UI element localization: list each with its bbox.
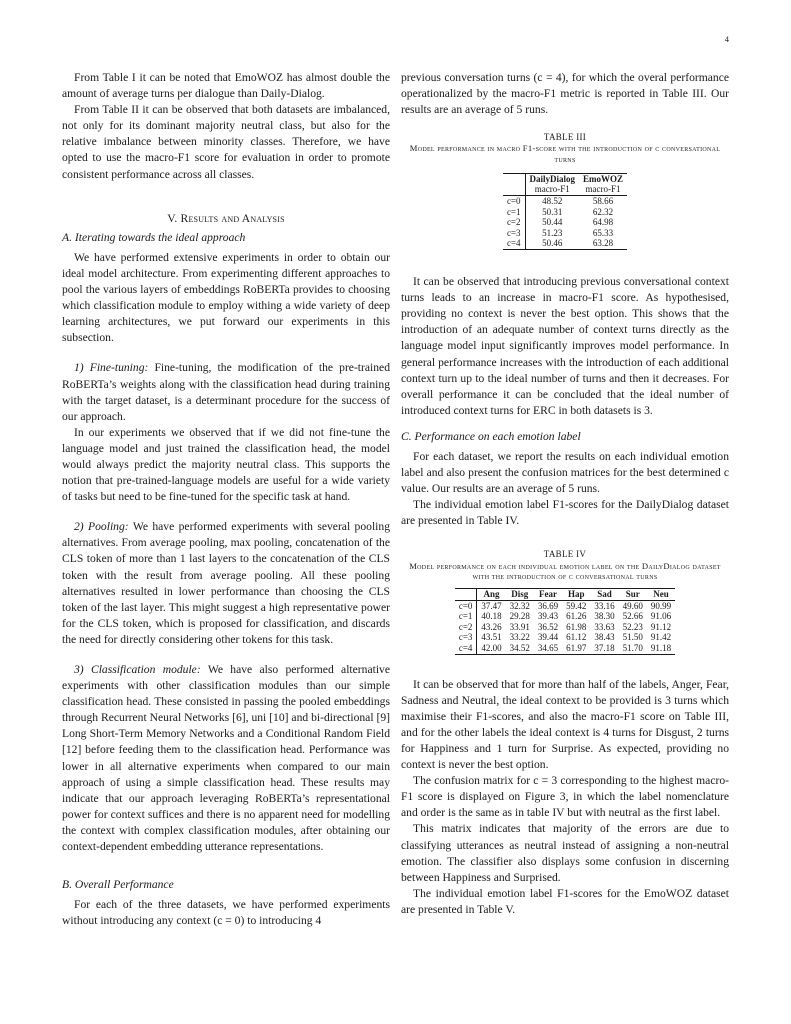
paragraph [62, 360, 390, 424]
paragraph-body: We have performed experiments with several pooling alternatives. From average pooling, max pooling, concatenation of the CLS token of more than 1 last layers to the concatenation of the CLS token with the result from average pooling. All these pooling alternatives resulted in lower performance than choosing the CLS token of the last layer. This might suggest a high representative power for the CLS token, which is proposed for classification, and discards the need for directly considering other tokens for this task. [62, 520, 390, 646]
table-cell: 42.00 [477, 643, 506, 654]
table-caption [401, 549, 729, 581]
table-cell: 91.12 [650, 621, 672, 632]
table-cell: 33.91 [509, 621, 530, 632]
subsection-heading: A. Iterating towards the ideal approach [62, 230, 246, 244]
table-cell: 51.50 [622, 632, 643, 643]
column-header: Fear [534, 589, 562, 601]
table-cell: c=2 [506, 217, 521, 228]
section-heading: V. Results and Analysis [167, 211, 285, 225]
table-row [455, 632, 675, 643]
column-subheader: macro-F1 [525, 184, 579, 195]
column-header: Disg [506, 589, 534, 601]
table-row [503, 196, 627, 207]
table-cell: 50.31 [525, 207, 579, 218]
column-header: EmoWOZ [579, 173, 627, 184]
table-row [503, 217, 627, 228]
table-row [455, 611, 675, 622]
table-cell: c=4 [455, 643, 477, 654]
table-cell: 51.23 [525, 228, 579, 239]
table-row [455, 643, 675, 654]
paragraph: It can be observed that for more than half of the labels, Anger, Fear, Sadness and Neutral, the ideal context to be provided is 3 turns which maximise their F1-scores, and also the macro-F1 score on Table III, and for the other labels the ideal context is 4 turns for Disgust, 2 turns for Happiness and 1 turn for Surprise. As expected, providing no context is never the best option. [401, 677, 729, 772]
table-cell: 33.16 [594, 600, 615, 611]
paragraph-body: We have also performed alternative experiments with other classification modules than our simple classification head. These consisted in passing the pooled embeddings through Recurrent Neural Networks [6], uni [10] and bi-directional [9] Long Short-Term Memory Networks and a Conditional Random Field [12] before feeding them to the classification head. Performance was lower in all alternative experiments when compared to our main approach of using a simple classification head. These results may indicate that our approach leveraging RoBERTa’s representational power for context suffices and there is no apparent need for modelling the context with complex classification modules, after obtaining our context-dependent embedding utterance representations. [62, 663, 390, 854]
table-cell: 37.47 [477, 600, 506, 611]
table-row [503, 228, 627, 239]
table-cell: 37.18 [590, 643, 618, 654]
table-cell: 61.12 [566, 632, 587, 643]
table-cell: 34.65 [534, 643, 562, 654]
table-label: TABLE III [543, 132, 587, 143]
table-row [503, 207, 627, 218]
results-table-iii [503, 173, 627, 250]
paragraph: We have performed extensive experiments in order to obtain our ideal model architecture. From experimenting different approaches to pool the various layers of embeddings RoBERTa provides to choosing which classification module to employ withing a wide variety of deep learning architectures, we put forward our experiments in this subsection. [62, 250, 390, 345]
table-cell: 34.52 [506, 643, 534, 654]
table-cell: 91.42 [650, 632, 672, 643]
table-cell: 91.18 [647, 643, 675, 654]
table-cell: 61.97 [562, 643, 590, 654]
paragraph: For each dataset, we report the results on each individual emotion label and also present the confusion matrices for the best determined c value. Our results are an average of 5 runs. [401, 449, 729, 496]
table-cell: 59.42 [566, 600, 587, 611]
table-label: TABLE IV [543, 549, 587, 560]
table-cell: 62.32 [592, 206, 614, 217]
table-cell: 50.44 [525, 217, 579, 228]
column-header: Sur [619, 589, 647, 601]
results-table-iv [455, 588, 675, 655]
table-cell: 58.66 [592, 196, 614, 207]
column-header: Neu [647, 589, 675, 601]
table-cell: c=0 [506, 196, 521, 207]
column-header: Ang [477, 589, 506, 601]
paragraph: This matrix indicates that majority of the errors are due to classifying utterances as neutral instead of assigning a non-neutral emotion. The classifier also displays some confusion in discerning between Happiness and Surprised. [401, 822, 729, 884]
table-caption-text: Model performance in macro F1-score with the introduction of c conversational turns [409, 143, 721, 164]
paragraph: previous conversation turns (c = 4), for which the overal performance operationalized by the macro-F1 metric is reported in Table III. Our results are an average of 5 runs. [401, 71, 729, 117]
table-cell: c=3 [506, 227, 521, 238]
paragraph: The individual emotion label F1-scores for the DailyDialog dataset are presented in Table IV. [401, 498, 729, 528]
table-cell: 51.70 [619, 643, 647, 654]
table-cell: 38.43 [594, 632, 615, 643]
column-header: Sad [590, 589, 618, 601]
right-column [401, 70, 729, 918]
table-caption [401, 132, 729, 164]
table-cell: 32.32 [509, 600, 530, 611]
paragraph: It can be observed that introducing previous conversational context turns leads to an increase in macro-F1 score. As hypothesised, providing no context is never the best option. This shows that the introduction of an adequate number of context turns directly as the language model input significantly improves model performance. In general performance increases with the introduction of each additional context turn up to the ideal number of turns and then it decreases. For overall performance it can be concluded that the ideal number of introduced context turns for ERC in both datasets is 3. [401, 275, 729, 417]
table-cell: 52.23 [622, 621, 643, 632]
column-subheader: macro-F1 [579, 184, 627, 195]
run-in-heading: 1) Fine-tuning: [74, 361, 149, 375]
table-cell: c=3 [458, 632, 473, 643]
table-cell: 36.69 [537, 600, 559, 611]
column-header: Hap [562, 589, 590, 601]
run-in-heading: 3) Classification module: [74, 663, 201, 676]
table-row [503, 238, 627, 249]
table-cell: 36.52 [537, 621, 559, 632]
table-cell: 43.26 [477, 622, 506, 633]
table-cell: 39.44 [537, 632, 559, 643]
table-cell: 40.18 [477, 611, 506, 622]
table-cell: 64.98 [592, 217, 614, 228]
paragraph: The individual emotion label F1-scores for the EmoWOZ dataset are presented in Table V. [401, 886, 729, 916]
paragraph [62, 662, 390, 855]
table-cell: c=1 [506, 206, 521, 217]
table-cell: 29.28 [509, 611, 530, 622]
page-number: 4 [724, 34, 729, 44]
paragraph-body: Fine-tuning, the modification of the pre-trained RoBERTa’s weights along with the classification head during training with the target dataset, is a determinant procedure for the success of our approach. [62, 361, 390, 423]
paragraph: For each of the three datasets, we have performed experiments without introducing any context (c = 0) to introducing 4 [62, 898, 390, 928]
table-cell: 48.52 [525, 196, 579, 207]
paragraph [62, 519, 390, 648]
paragraph: From Table I it can be noted that EmoWOZ has almost double the amount of average turns per dialogue than Daily-Dialog. [62, 71, 390, 101]
table-row [455, 600, 675, 611]
left-column [62, 70, 390, 929]
table-cell: 61.26 [566, 611, 587, 622]
table-cell: c=4 [503, 238, 525, 249]
table-cell: c=2 [458, 621, 473, 632]
table-cell: 61.98 [566, 621, 587, 632]
run-in-heading: 2) Pooling: [74, 520, 129, 534]
table-cell: 50.46 [525, 238, 579, 249]
table-cell: 43.51 [477, 632, 506, 643]
table-cell: 90.99 [650, 600, 672, 611]
table-cell: 63.28 [579, 238, 627, 249]
paragraph: From Table II it can be observed that both datasets are imbalanced, not only for its dominant majority neutral class, but also for the relative imbalance between minority classes. Therefore, we have opted to use the macro-F1 score for evaluation in order to promote consistent performance across all classes. [62, 103, 390, 181]
table-cell: 52.66 [622, 611, 643, 622]
paragraph: The confusion matrix for c = 3 corresponding to the highest macro-F1 score is displayed on Figure 3, in which the label nomenclature and order is the same as in table IV but with neutral as the first label. [401, 774, 729, 820]
subsection-heading: B. Overall Performance [62, 878, 174, 892]
table-cell: c=1 [458, 611, 473, 622]
paragraph: In our experiments we observed that if we did not fine-tune the language model and just trained the classification head, the model would always predict the majority neutral class. This supports the notion that pre-trained-language models are useful for a wide variety of tasks but need to be fine-tuned for the specific task at hand. [62, 425, 390, 504]
table-cell: 33.63 [594, 621, 615, 632]
subsection-heading: C. Performance on each emotion label [401, 429, 581, 443]
table-caption-text: Model performance on each individual emotion label on the DailyDialog dataset with the introduction of c conversational turns [409, 560, 721, 581]
table-cell: 33.22 [509, 632, 530, 643]
column-header: DailyDialog [525, 173, 579, 184]
table-cell: 39.43 [537, 611, 559, 622]
table-row [455, 622, 675, 633]
table-cell: c=0 [458, 600, 473, 611]
table-cell: 49.60 [622, 600, 643, 611]
table-cell: 91.06 [650, 611, 672, 622]
table-cell: 38.30 [594, 611, 615, 622]
table-cell: 65.33 [592, 227, 614, 238]
